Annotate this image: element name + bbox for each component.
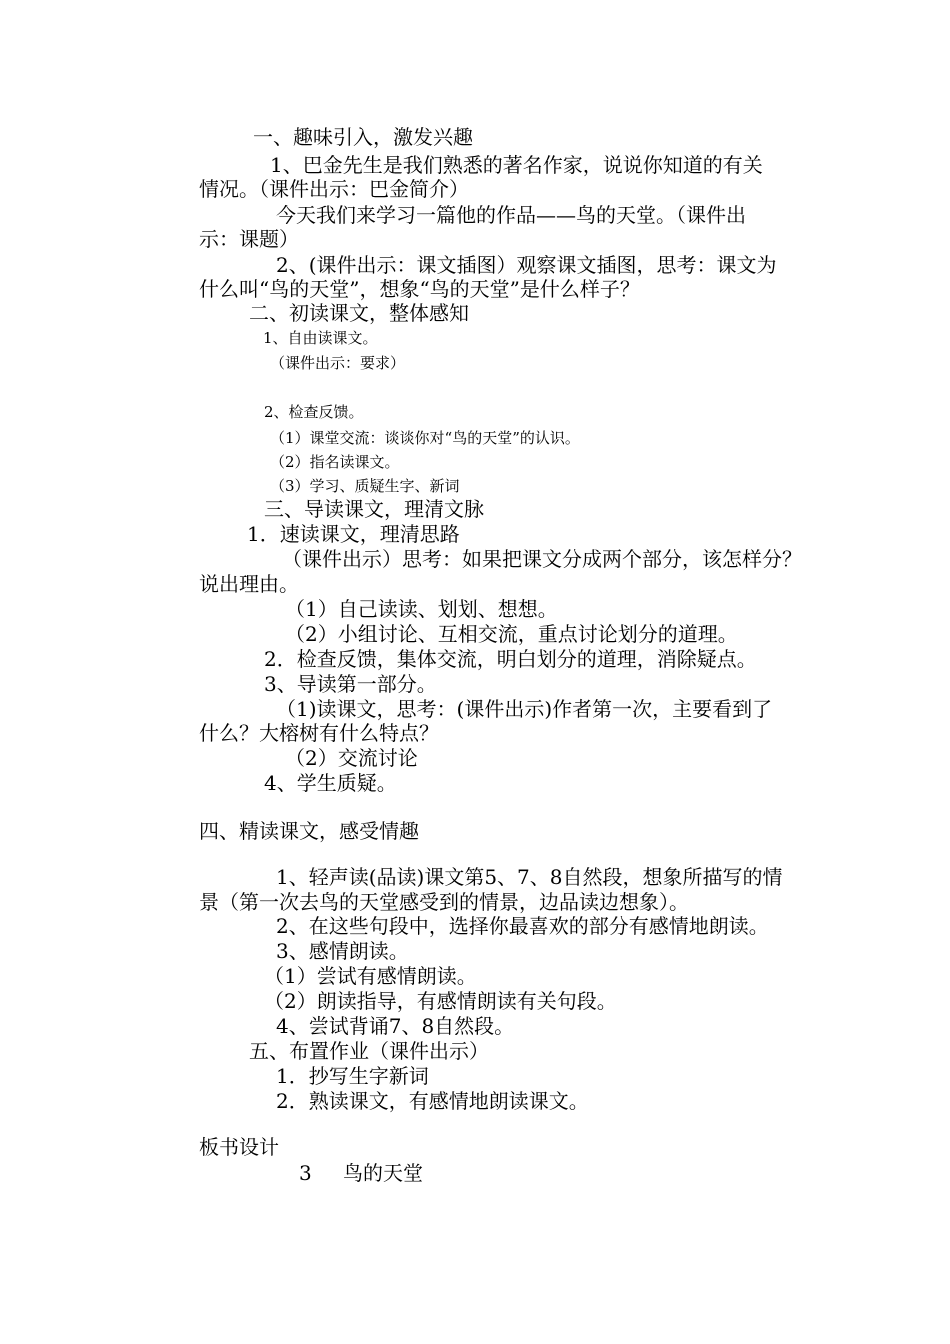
section-heading-4: 四、精读课文，感受情趣 xyxy=(199,819,419,843)
section-heading-1: 一、趣味引入，激发兴趣 xyxy=(253,125,473,149)
paragraph-line: （课件出示：要求） xyxy=(270,354,406,372)
paragraph-line: （2）小组讨论、互相交流，重点讨论划分的道理。 xyxy=(285,622,738,646)
paragraph-line: （1)读课文，思考：(课件出示)作者第一次，主要看到了 xyxy=(276,697,773,721)
paragraph-line: 2．检查反馈，集体交流，明白划分的道理，消除疑点。 xyxy=(264,647,757,671)
section-heading-3: 三、导读课文，理清文脉 xyxy=(264,497,484,521)
paragraph-line: 什么叫“鸟的天堂”，想象“鸟的天堂”是什么样子？ xyxy=(199,277,640,301)
section-heading-2: 二、初读课文，整体感知 xyxy=(249,301,469,325)
paragraph-line: （1）自己读读、划划、想想。 xyxy=(285,597,558,621)
paragraph-line: 3、感情朗读。 xyxy=(276,939,409,963)
paragraph-line: 示：课题） xyxy=(199,227,299,251)
paragraph-line: （2）朗读指导，有感情朗读有关句段。 xyxy=(264,989,617,1013)
paragraph-line: （2）指名读课文。 xyxy=(270,453,400,471)
board-lesson-number: 3 xyxy=(299,1161,312,1185)
board-lesson-title: 鸟的天堂 xyxy=(343,1161,423,1185)
paragraph-line: 4、尝试背诵7、8自然段。 xyxy=(276,1014,515,1038)
paragraph-line: （3）学习、质疑生字、新词 xyxy=(270,477,460,495)
paragraph-line: 3、导读第一部分。 xyxy=(264,672,437,696)
paragraph-line: 1．抄写生字新词 xyxy=(276,1064,429,1088)
paragraph-line: 2．熟读课文，有感情地朗读课文。 xyxy=(276,1089,589,1113)
section-heading-5: 五、布置作业（课件出示） xyxy=(249,1039,489,1063)
paragraph-line: （1）尝试有感情朗读。 xyxy=(264,964,477,988)
paragraph-line: 2、在这些句段中，选择你最喜欢的部分有感情地朗读。 xyxy=(276,914,769,938)
paragraph-line: 什么？大榕树有什么特点？ xyxy=(199,721,439,745)
paragraph-line: 1、轻声读(品读)课文第5、7、8自然段，想象所描写的情 xyxy=(276,865,783,889)
paragraph-line: 景（第一次去鸟的天堂感受到的情景，边品读边想象）。 xyxy=(199,890,689,914)
paragraph-line: （2）交流讨论 xyxy=(285,746,418,770)
paragraph-line: 1、巴金先生是我们熟悉的著名作家，说说你知道的有关 xyxy=(270,153,763,177)
paragraph-line: 情况。（课件出示：巴金简介） xyxy=(199,177,469,201)
paragraph-line: （课件出示）思考：如果把课文分成两个部分，该怎样分？ xyxy=(282,547,802,571)
board-design-heading: 板书设计 xyxy=(199,1135,279,1159)
paragraph-line: 1．速读课文，理清思路 xyxy=(247,522,460,546)
paragraph-line: 今天我们来学习一篇他的作品——鸟的天堂。（课件出 xyxy=(276,203,746,227)
paragraph-line: （1）课堂交流：谈谈你对“鸟的天堂”的认识。 xyxy=(270,429,580,447)
paragraph-line: 1、自由读课文。 xyxy=(263,329,378,347)
paragraph-line: 说出理由。 xyxy=(199,572,299,596)
paragraph-line: 2、(课件出示：课文插图）观察课文插图，思考：课文为 xyxy=(276,253,777,277)
paragraph-line: 4、学生质疑。 xyxy=(264,771,397,795)
paragraph-line: 2、检查反馈。 xyxy=(264,403,364,421)
